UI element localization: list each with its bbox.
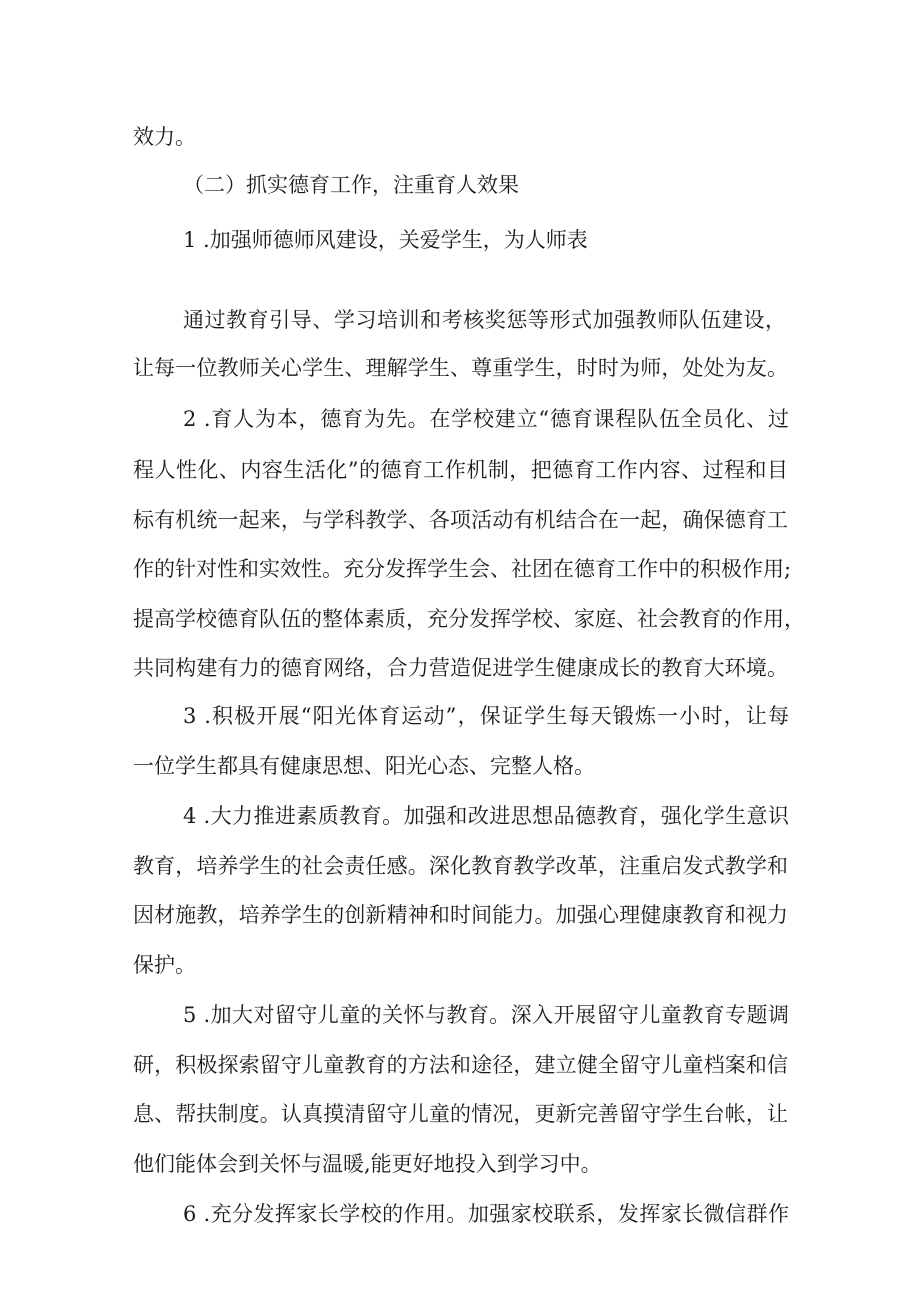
text-line: 通过教育引导、学习培训和考核奖惩等形式加强教师队伍建设， [183, 308, 786, 332]
text-line: 3 .积极开展“阳光体育运动”，保证学生每天锻炼一小时，让每 [183, 704, 789, 728]
text-line: 程人性化、内容生活化”的德育工作机制，把德育工作内容、过程和目 [133, 458, 788, 482]
text-line: 息、帮扶制度。认真摸清留守儿童的情况，更新完善留守学生台帐，让 [133, 1102, 788, 1126]
text-line: 一位学生都具有健康思想、阳光心态、完整人格。 [133, 754, 595, 778]
text-line: 教育，培养学生的社会责任感。深化教育教学改革，注重启发式教学和 [133, 854, 788, 878]
section-heading: （二）抓实德育工作，注重育人效果 [183, 173, 519, 197]
text-line: 因材施教，培养学生的创新精神和时间能力。加强心理健康教育和视力 [133, 903, 788, 927]
text-line: 6 .充分发挥家长学校的作用。加强家校联系，发挥家长微信群作 [183, 1202, 789, 1226]
text-line: 4 .大力推进素质教育。加强和改进思想品德教育，强化学生意识 [183, 804, 789, 828]
text-line: 保护。 [133, 953, 196, 977]
subsection-heading: 1 .加强师德师风建设，关爱学生，为人师表 [183, 228, 588, 252]
text-line: 提高学校德育队伍的整体素质，充分发挥学校、家庭、社会教育的作用， [133, 607, 805, 631]
text-line: 共同构建有力的德育网络，合力营造促进学生健康成长的教育大环境。 [133, 656, 788, 680]
text-line: 2 .育人为本，德育为先。在学校建立“德育课程队伍全员化、过 [183, 407, 789, 431]
text-line: 效力。 [133, 125, 196, 149]
text-line: 5 .加大对留守儿童的关怀与教育。深入开展留守儿童教育专题调 [183, 1003, 789, 1027]
text-line: 他们能体会到关怀与温暖,能更好地投入到学习中。 [133, 1152, 602, 1176]
text-line: 标有机统一起来，与学科教学、各项活动有机结合在一起，确保德育工 [133, 508, 788, 532]
text-line: 研，积极探索留守儿童教育的方法和途径，建立健全留守儿童档案和信 [133, 1053, 788, 1077]
text-line: 让每一位教师关心学生、理解学生、尊重学生，时时为师，处处为友。 [133, 356, 788, 380]
text-line: 作的针对性和实效性。充分发挥学生会、社团在德育工作中的积极作用; [133, 557, 792, 581]
